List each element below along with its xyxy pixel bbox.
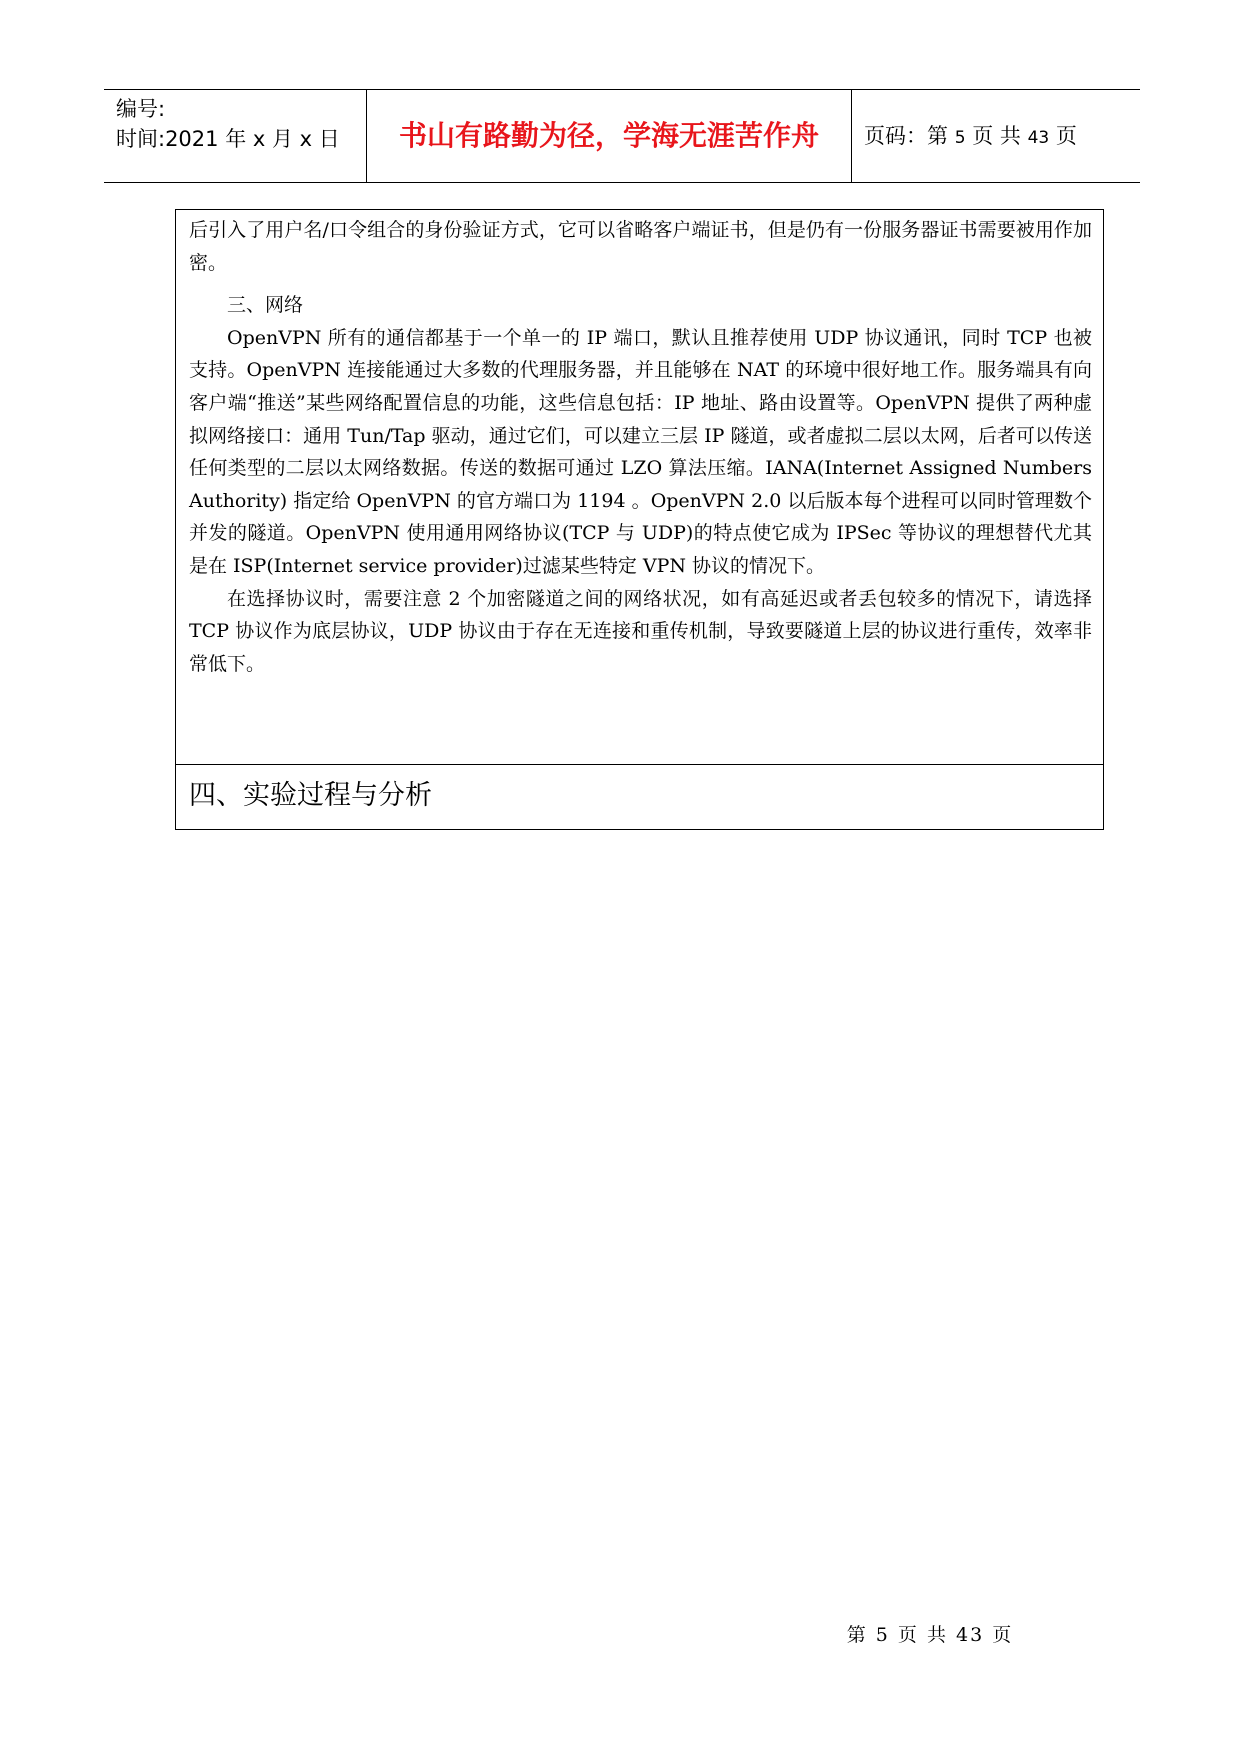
content-table-cell xyxy=(175,209,1104,765)
page-number: 5 xyxy=(954,128,966,148)
section-cell xyxy=(175,764,1104,830)
section-title: 四、实验过程与分析 xyxy=(189,780,432,811)
serial-number-label: 编号: xyxy=(116,97,166,121)
page-prefix: 页码：第 xyxy=(864,124,948,148)
header-motto: 书山有路勤为径，学海无涯苦作舟 xyxy=(398,119,819,152)
header-meta xyxy=(116,94,340,154)
header-divider-right xyxy=(851,90,852,182)
page-total: 43 xyxy=(1027,128,1050,148)
date-label: 时间:2021 年 x 月 x 日 xyxy=(116,127,340,151)
paragraph-auth: 后引入了用户名/口令组合的身份验证方式，它可以省略客户端证书，但是仍有一份服务器证书需要被用作加密。 xyxy=(189,219,1092,274)
page-footer: 第 5 页 共 43 页 xyxy=(846,1624,1014,1646)
content-body xyxy=(189,214,1092,680)
paragraph-protocol: 在选择协议时，需要注意 2 个加密隧道之间的网络状况，如有高延迟或者丢包较多的情况下，请选择 TCP 协议作为底层协议，UDP 协议由于存在无连接和重传机制，导致要隧道上层的协议进行重传，效率非常低下。 xyxy=(189,587,1092,675)
page-mid: 页 共 xyxy=(972,124,1021,148)
paragraph-network: OpenVPN 所有的通信都基于一个单一的 IP 端口，默认且推荐使用 UDP 协议通讯，同时 TCP 也被支持。OpenVPN 连接能通过大多数的代理服务器，并且能够在 NAT 的环境中很好地工作。服务端具有向客户端“推送”某些网络配置信息的功能，这些信息包括：IP 地址、路由设置等。OpenVPN 提供了两种虚拟网络接口：通用 Tun/Tap 驱动，通过它们，可以建立三层 IP 隧道，或者虚拟二层以太网，后者可以传送任何类型的二层以太网络数据。传送的数据可通过 LZO 算法压缩。IANA(Internet Assigned Numbers Authority) 指定给 OpenVPN 的官方端口为 1194 。OpenVPN 2.0 以后版本每个进程可以同时管理数个并发的隧道。OpenVPN 使用通用网络协议(TCP 与 UDP)的特点使它成为 IPSec 等协议的理想替代尤其是在 ISP(Internet service provider)过滤某些特定 VPN 协议的情况下。 xyxy=(189,326,1092,577)
page-header xyxy=(104,89,1140,183)
heading-network: 三、网络 xyxy=(227,294,304,317)
header-page-info xyxy=(864,121,1077,153)
page-suffix: 页 xyxy=(1055,124,1077,148)
